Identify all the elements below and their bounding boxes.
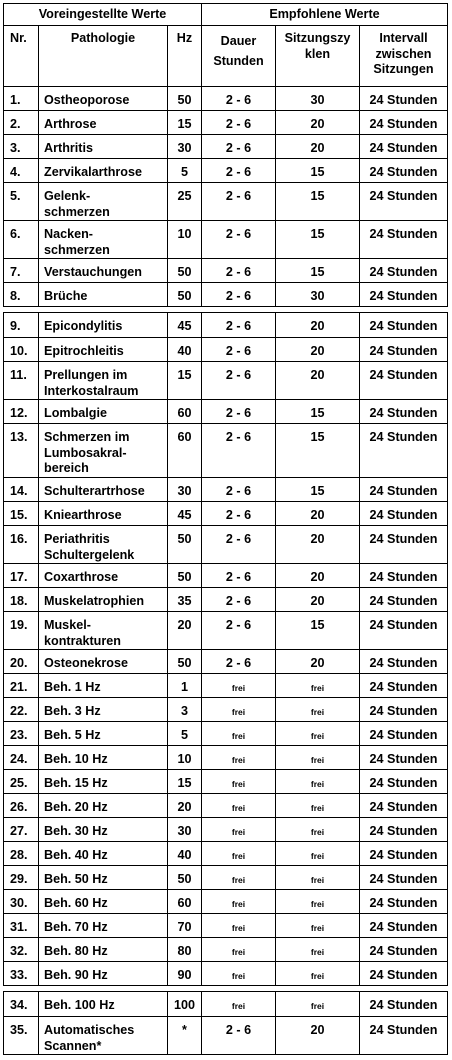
row-number: 4.	[4, 159, 39, 183]
interval-cell: 24 Stunden	[360, 135, 448, 159]
duration-cell: 2 - 6	[202, 526, 276, 564]
frequency-cell: 90	[168, 962, 202, 986]
pathology-cell: Beh. 90 Hz	[39, 962, 168, 986]
table-row	[4, 338, 448, 362]
session-cycles-cell: 15	[276, 159, 360, 183]
duration-cell: frei	[202, 842, 276, 866]
frequency-cell: 50	[168, 866, 202, 890]
row-number: 15.	[4, 502, 39, 526]
session-cycles-cell: 15	[276, 478, 360, 502]
duration-cell: 2 - 6	[202, 87, 276, 111]
duration-cell: frei	[202, 674, 276, 698]
frequency-cell: 15	[168, 111, 202, 135]
duration-cell: 2 - 6	[202, 650, 276, 674]
duration-cell: 2 - 6	[202, 259, 276, 283]
pathology-cell: Epitrochleitis	[39, 338, 168, 362]
header-group-recommended: Empfohlene Werte	[202, 4, 448, 26]
frequency-cell: 20	[168, 794, 202, 818]
interval-cell: 24 Stunden	[360, 794, 448, 818]
session-cycles-cell: 15	[276, 259, 360, 283]
pathology-cell: Muskelatrophien	[39, 588, 168, 612]
session-cycles-cell: frei	[276, 722, 360, 746]
interval-cell: 24 Stunden	[360, 962, 448, 986]
session-cycles-cell: 15	[276, 400, 360, 424]
frequency-cell: 30	[168, 135, 202, 159]
table-row	[4, 111, 448, 135]
row-number: 19.	[4, 612, 39, 650]
session-cycles-cell: frei	[276, 866, 360, 890]
pathology-cell: Ostheoporose	[39, 87, 168, 111]
table-row	[4, 962, 448, 986]
header-interval: Intervall zwischen Sitzungen	[360, 26, 448, 87]
session-cycles-cell: 20	[276, 588, 360, 612]
table-row	[4, 698, 448, 722]
interval-cell: 24 Stunden	[360, 842, 448, 866]
interval-cell: 24 Stunden	[360, 866, 448, 890]
frequency-cell: 60	[168, 424, 202, 478]
duration-cell: frei	[202, 698, 276, 722]
pathology-cell: Periathritis Schultergelenk	[39, 526, 168, 564]
pathology-cell: Beh. 60 Hz	[39, 890, 168, 914]
duration-cell: frei	[202, 722, 276, 746]
interval-cell: 24 Stunden	[360, 526, 448, 564]
table-row	[4, 770, 448, 794]
table-body	[4, 87, 448, 1055]
table-row	[4, 259, 448, 283]
session-cycles-cell: frei	[276, 992, 360, 1017]
session-cycles-cell: frei	[276, 914, 360, 938]
frequency-cell: 15	[168, 362, 202, 400]
session-cycles-cell: 15	[276, 183, 360, 221]
session-cycles-cell: 20	[276, 111, 360, 135]
frequency-cell: 35	[168, 588, 202, 612]
session-cycles-cell: frei	[276, 842, 360, 866]
duration-cell: frei	[202, 914, 276, 938]
row-number: 13.	[4, 424, 39, 478]
pathology-cell: Schmerzen im Lumbosakral- bereich	[39, 424, 168, 478]
frequency-cell: 5	[168, 159, 202, 183]
row-number: 16.	[4, 526, 39, 564]
frequency-cell: 50	[168, 283, 202, 307]
pathology-cell: Beh. 15 Hz	[39, 770, 168, 794]
table-row	[4, 914, 448, 938]
interval-cell: 24 Stunden	[360, 183, 448, 221]
row-number: 9.	[4, 313, 39, 338]
row-number: 23.	[4, 722, 39, 746]
session-cycles-cell: 20	[276, 564, 360, 588]
table-row	[4, 746, 448, 770]
pathology-cell: Beh. 5 Hz	[39, 722, 168, 746]
interval-cell: 24 Stunden	[360, 938, 448, 962]
table-row	[4, 1017, 448, 1055]
table-header	[4, 4, 448, 87]
duration-cell: 2 - 6	[202, 283, 276, 307]
therapy-settings-table	[3, 3, 448, 1055]
table-row	[4, 424, 448, 478]
table-row	[4, 938, 448, 962]
row-number: 20.	[4, 650, 39, 674]
row-number: 14.	[4, 478, 39, 502]
frequency-cell: 10	[168, 221, 202, 259]
session-cycles-cell: 20	[276, 526, 360, 564]
session-cycles-cell: frei	[276, 962, 360, 986]
interval-cell: 24 Stunden	[360, 564, 448, 588]
row-number: 27.	[4, 818, 39, 842]
duration-cell: frei	[202, 962, 276, 986]
pathology-cell: Beh. 20 Hz	[39, 794, 168, 818]
row-number: 34.	[4, 992, 39, 1017]
frequency-cell: 40	[168, 338, 202, 362]
duration-cell: 2 - 6	[202, 564, 276, 588]
pathology-cell: Beh. 80 Hz	[39, 938, 168, 962]
table-row	[4, 794, 448, 818]
frequency-cell: 15	[168, 770, 202, 794]
row-number: 35.	[4, 1017, 39, 1055]
interval-cell: 24 Stunden	[360, 674, 448, 698]
session-cycles-cell: 20	[276, 135, 360, 159]
session-cycles-cell: 20	[276, 313, 360, 338]
frequency-cell: 80	[168, 938, 202, 962]
frequency-cell: 20	[168, 612, 202, 650]
row-number: 17.	[4, 564, 39, 588]
table-row	[4, 818, 448, 842]
frequency-cell: 30	[168, 818, 202, 842]
frequency-cell: 3	[168, 698, 202, 722]
row-number: 26.	[4, 794, 39, 818]
interval-cell: 24 Stunden	[360, 818, 448, 842]
row-number: 24.	[4, 746, 39, 770]
duration-cell: 2 - 6	[202, 1017, 276, 1055]
pathology-cell: Beh. 100 Hz	[39, 992, 168, 1017]
row-number: 32.	[4, 938, 39, 962]
pathology-cell: Coxarthrose	[39, 564, 168, 588]
pathology-cell: Nacken- schmerzen	[39, 221, 168, 259]
header-nr: Nr.	[4, 26, 39, 87]
table-row	[4, 502, 448, 526]
interval-cell: 24 Stunden	[360, 338, 448, 362]
session-cycles-cell: frei	[276, 698, 360, 722]
frequency-cell: 45	[168, 313, 202, 338]
header-pathology: Pathologie	[39, 26, 168, 87]
table-row	[4, 362, 448, 400]
interval-cell: 24 Stunden	[360, 746, 448, 770]
interval-cell: 24 Stunden	[360, 362, 448, 400]
row-number: 18.	[4, 588, 39, 612]
pathology-cell: Arthritis	[39, 135, 168, 159]
frequency-cell: 50	[168, 259, 202, 283]
frequency-cell: 100	[168, 992, 202, 1017]
duration-cell: 2 - 6	[202, 313, 276, 338]
interval-cell: 24 Stunden	[360, 259, 448, 283]
session-cycles-cell: 20	[276, 650, 360, 674]
frequency-cell: 60	[168, 400, 202, 424]
duration-cell: 2 - 6	[202, 612, 276, 650]
row-number: 22.	[4, 698, 39, 722]
pathology-cell: Beh. 1 Hz	[39, 674, 168, 698]
duration-cell: 2 - 6	[202, 111, 276, 135]
frequency-cell: 30	[168, 478, 202, 502]
pathology-cell: Osteonekrose	[39, 650, 168, 674]
session-cycles-cell: 20	[276, 1017, 360, 1055]
duration-cell: 2 - 6	[202, 588, 276, 612]
frequency-cell: 25	[168, 183, 202, 221]
row-number: 28.	[4, 842, 39, 866]
interval-cell: 24 Stunden	[360, 698, 448, 722]
table-row	[4, 842, 448, 866]
duration-cell: 2 - 6	[202, 135, 276, 159]
header-hz: Hz	[168, 26, 202, 87]
pathology-cell: Verstauchungen	[39, 259, 168, 283]
table-row	[4, 526, 448, 564]
duration-cell: frei	[202, 992, 276, 1017]
pathology-cell: Kniearthrose	[39, 502, 168, 526]
table-row	[4, 674, 448, 698]
row-number: 21.	[4, 674, 39, 698]
pathology-cell: Beh. 40 Hz	[39, 842, 168, 866]
duration-cell: frei	[202, 770, 276, 794]
duration-cell: 2 - 6	[202, 362, 276, 400]
frequency-cell: 40	[168, 842, 202, 866]
interval-cell: 24 Stunden	[360, 313, 448, 338]
row-number: 5.	[4, 183, 39, 221]
row-number: 7.	[4, 259, 39, 283]
row-number: 33.	[4, 962, 39, 986]
table-row	[4, 588, 448, 612]
session-cycles-cell: frei	[276, 818, 360, 842]
session-cycles-cell: frei	[276, 794, 360, 818]
frequency-cell: *	[168, 1017, 202, 1055]
session-cycles-cell: 20	[276, 362, 360, 400]
row-number: 1.	[4, 87, 39, 111]
table-row	[4, 722, 448, 746]
session-cycles-cell: 15	[276, 424, 360, 478]
session-cycles-cell: 20	[276, 502, 360, 526]
session-cycles-cell: 30	[276, 87, 360, 111]
pathology-cell: Prellungen im Interkostalraum	[39, 362, 168, 400]
pathology-cell: Schulterartrhose	[39, 478, 168, 502]
row-number: 8.	[4, 283, 39, 307]
duration-cell: 2 - 6	[202, 159, 276, 183]
row-number: 3.	[4, 135, 39, 159]
header-duration: Dauer Stunden	[202, 26, 276, 87]
session-cycles-cell: frei	[276, 746, 360, 770]
frequency-cell: 50	[168, 87, 202, 111]
interval-cell: 24 Stunden	[360, 87, 448, 111]
duration-cell: frei	[202, 938, 276, 962]
duration-cell: 2 - 6	[202, 338, 276, 362]
table-row	[4, 221, 448, 259]
table-row	[4, 890, 448, 914]
pathology-cell: Beh. 3 Hz	[39, 698, 168, 722]
frequency-cell: 5	[168, 722, 202, 746]
duration-cell: 2 - 6	[202, 502, 276, 526]
table-row	[4, 135, 448, 159]
session-cycles-cell: frei	[276, 770, 360, 794]
duration-cell: 2 - 6	[202, 400, 276, 424]
interval-cell: 24 Stunden	[360, 424, 448, 478]
pathology-cell: Arthrose	[39, 111, 168, 135]
row-number: 30.	[4, 890, 39, 914]
interval-cell: 24 Stunden	[360, 992, 448, 1017]
session-cycles-cell: frei	[276, 674, 360, 698]
frequency-cell: 60	[168, 890, 202, 914]
duration-cell: 2 - 6	[202, 221, 276, 259]
pathology-cell: Gelenk- schmerzen	[39, 183, 168, 221]
frequency-cell: 1	[168, 674, 202, 698]
row-number: 6.	[4, 221, 39, 259]
row-number: 29.	[4, 866, 39, 890]
interval-cell: 24 Stunden	[360, 650, 448, 674]
session-cycles-cell: 30	[276, 283, 360, 307]
pathology-cell: Beh. 10 Hz	[39, 746, 168, 770]
table-row	[4, 650, 448, 674]
interval-cell: 24 Stunden	[360, 159, 448, 183]
session-cycles-cell: 15	[276, 221, 360, 259]
pathology-cell: Beh. 70 Hz	[39, 914, 168, 938]
frequency-cell: 50	[168, 650, 202, 674]
header-sessions: Sitzungszy klen	[276, 26, 360, 87]
interval-cell: 24 Stunden	[360, 283, 448, 307]
table-row	[4, 159, 448, 183]
frequency-cell: 70	[168, 914, 202, 938]
interval-cell: 24 Stunden	[360, 770, 448, 794]
duration-cell: 2 - 6	[202, 478, 276, 502]
interval-cell: 24 Stunden	[360, 1017, 448, 1055]
table-row	[4, 478, 448, 502]
frequency-cell: 10	[168, 746, 202, 770]
pathology-cell: Beh. 30 Hz	[39, 818, 168, 842]
row-number: 11.	[4, 362, 39, 400]
duration-cell: 2 - 6	[202, 183, 276, 221]
table-row	[4, 183, 448, 221]
table-row	[4, 564, 448, 588]
session-cycles-cell: 20	[276, 338, 360, 362]
interval-cell: 24 Stunden	[360, 612, 448, 650]
interval-cell: 24 Stunden	[360, 502, 448, 526]
pathology-cell: Automatisches Scannen*	[39, 1017, 168, 1055]
session-cycles-cell: 15	[276, 612, 360, 650]
duration-cell: frei	[202, 746, 276, 770]
frequency-cell: 50	[168, 526, 202, 564]
duration-cell: frei	[202, 866, 276, 890]
pathology-cell: Brüche	[39, 283, 168, 307]
pathology-cell: Zervikalarthrose	[39, 159, 168, 183]
interval-cell: 24 Stunden	[360, 722, 448, 746]
pathology-cell: Lombalgie	[39, 400, 168, 424]
frequency-cell: 50	[168, 564, 202, 588]
row-number: 10.	[4, 338, 39, 362]
row-number: 25.	[4, 770, 39, 794]
table-row	[4, 612, 448, 650]
session-cycles-cell: frei	[276, 890, 360, 914]
table-row	[4, 992, 448, 1017]
table-row	[4, 87, 448, 111]
table-row	[4, 313, 448, 338]
interval-cell: 24 Stunden	[360, 914, 448, 938]
duration-cell: 2 - 6	[202, 424, 276, 478]
frequency-cell: 45	[168, 502, 202, 526]
table-row	[4, 866, 448, 890]
table-row	[4, 400, 448, 424]
interval-cell: 24 Stunden	[360, 890, 448, 914]
interval-cell: 24 Stunden	[360, 111, 448, 135]
header-group-preset: Voreingestellte Werte	[4, 4, 202, 26]
row-number: 2.	[4, 111, 39, 135]
row-number: 31.	[4, 914, 39, 938]
table-row	[4, 283, 448, 307]
session-cycles-cell: frei	[276, 938, 360, 962]
row-number: 12.	[4, 400, 39, 424]
document-page	[3, 3, 448, 1055]
duration-cell: frei	[202, 890, 276, 914]
pathology-cell: Beh. 50 Hz	[39, 866, 168, 890]
duration-cell: frei	[202, 794, 276, 818]
pathology-cell: Epicondylitis	[39, 313, 168, 338]
interval-cell: 24 Stunden	[360, 588, 448, 612]
interval-cell: 24 Stunden	[360, 478, 448, 502]
interval-cell: 24 Stunden	[360, 221, 448, 259]
pathology-cell: Muskel- kontrakturen	[39, 612, 168, 650]
duration-cell: frei	[202, 818, 276, 842]
interval-cell: 24 Stunden	[360, 400, 448, 424]
